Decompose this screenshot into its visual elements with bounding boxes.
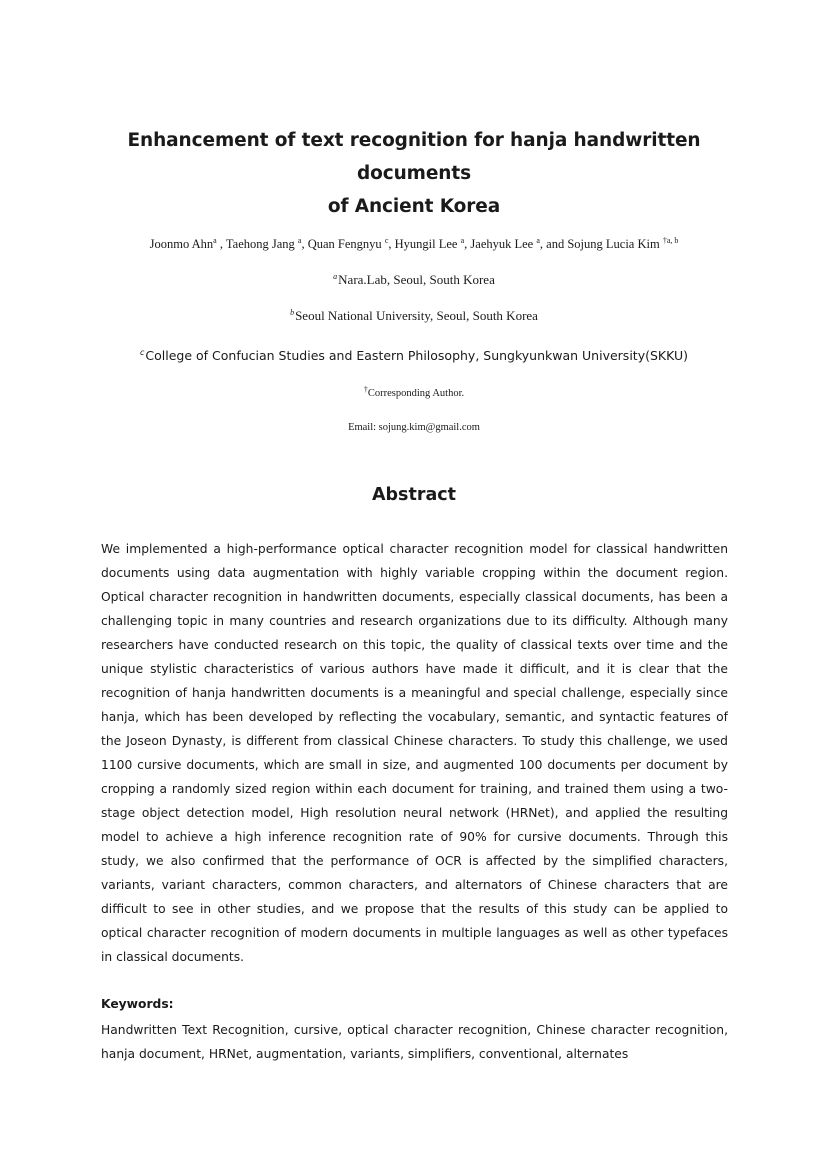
paper-title xyxy=(80,124,748,223)
affiliation-a xyxy=(60,271,768,289)
author-affiliation-mark: a xyxy=(536,236,540,245)
title-line: of Ancient Korea xyxy=(327,196,501,217)
abstract-line: stage object detection model, High resolution neural network (HRNet), and applied the resulting xyxy=(101,806,728,820)
keywords-line: Handwritten Text Recognition, cursive, optical character recognition, Chinese character recognition, xyxy=(101,1023,728,1037)
abstract-line: unique stylistic characteristics of various authors have made it difficult, and it is clear that the xyxy=(101,662,728,676)
abstract-line: recognition of hanja handwritten documents is a meaningful and special challenge, especially since xyxy=(101,686,728,700)
abstract-line: challenging topic in many countries and research organizations due to its difficulty. Although many xyxy=(101,614,728,628)
author-affiliation-mark: a xyxy=(460,236,465,245)
contact-email: Email: sojung.kim@gmail.com xyxy=(348,422,480,433)
dagger-mark: † xyxy=(363,385,368,394)
affiliation-mark: b xyxy=(290,308,295,317)
affiliation-mark: c xyxy=(139,348,145,357)
abstract-line: model to achieve a high inference recognition rate of 90% for cursive documents. Through this xyxy=(101,830,728,844)
affiliation-text: Seoul National University, Seoul, South Korea xyxy=(295,308,538,323)
abstract-heading: Abstract xyxy=(371,485,457,505)
abstract-line: in classical documents. xyxy=(101,950,245,964)
author-name: Jaehyuk Lee xyxy=(470,237,534,251)
author-name: Joonmo Ahn xyxy=(149,237,214,251)
corresponding-text: Corresponding Author. xyxy=(367,388,465,399)
keywords-list xyxy=(101,1018,728,1066)
corresponding-author-note xyxy=(60,386,768,402)
keywords-line: hanja document, HRNet, augmentation, variants, simplifiers, conventional, alternates xyxy=(101,1047,629,1061)
author-list: Joonmo Ahn$^a$ , Taehong Jang $^a$, Quan Fengnyu $^c$, Hyungil Lee $^a$, Jaehyuk Lee $^a$, and Sojung Lucia Kim $^{\dagger a, b}$ xyxy=(149,236,679,251)
abstract-line: study, we also confirmed that the performance of OCR is affected by the simplified characters, xyxy=(101,854,728,868)
author-affiliation-mark: a xyxy=(213,236,217,245)
abstract-line: researchers have conducted research on this topic, the quality of classical texts over time and the xyxy=(101,638,728,652)
affiliation-c xyxy=(60,347,768,365)
abstract-line: 1100 cursive documents, which are small in size, and augmented 100 documents per document by xyxy=(101,758,728,772)
keywords-label: Keywords: xyxy=(101,997,174,1011)
author-name: Hyungil Lee xyxy=(394,237,458,251)
abstract-line: variants, variant characters, common characters, and alternators of Chinese characters that are xyxy=(101,878,728,892)
abstract-line: Optical character recognition in handwritten documents, especially classical documents, has been a xyxy=(101,590,728,604)
author-name: Taehong Jang xyxy=(225,237,295,251)
affiliation-text: Nara.Lab, Seoul, South Korea xyxy=(338,272,495,287)
author-affiliation-mark: †a, b xyxy=(662,236,679,245)
abstract-line: documents using data augmentation with highly variable cropping within the document region. xyxy=(101,566,728,580)
affiliation-mark: a xyxy=(333,272,338,281)
affiliation-b xyxy=(60,307,768,325)
abstract-body xyxy=(101,537,728,969)
title-line: Enhancement of text recognition for hanja handwritten documents xyxy=(127,130,701,184)
abstract-line: optical character recognition of modern documents in multiple languages as well as other typefaces xyxy=(101,926,728,940)
abstract-line: difficult to see in other studies, and we propose that the results of this study can be applied to xyxy=(101,902,728,916)
abstract-line: cropping a randomly sized region within each document for training, and trained them using a two- xyxy=(101,782,728,796)
abstract-line: We implemented a high-performance optical character recognition model for classical handwritten xyxy=(101,542,728,556)
abstract-line: hanja, which has been developed by reflecting the vocabulary, semantic, and syntactic features of xyxy=(101,710,728,724)
author-name: and Sojung Lucia Kim xyxy=(546,237,660,251)
author-name: Quan Fengnyu xyxy=(307,237,382,251)
affiliation-text: College of Confucian Studies and Eastern Philosophy, Sungkyunkwan University(SKKU) xyxy=(145,348,688,363)
author-affiliation-mark: a xyxy=(297,236,302,245)
author-affiliation-mark: c xyxy=(384,236,389,245)
abstract-line: the Joseon Dynasty, is different from classical Chinese characters. To study this challenge, we used xyxy=(101,734,728,748)
